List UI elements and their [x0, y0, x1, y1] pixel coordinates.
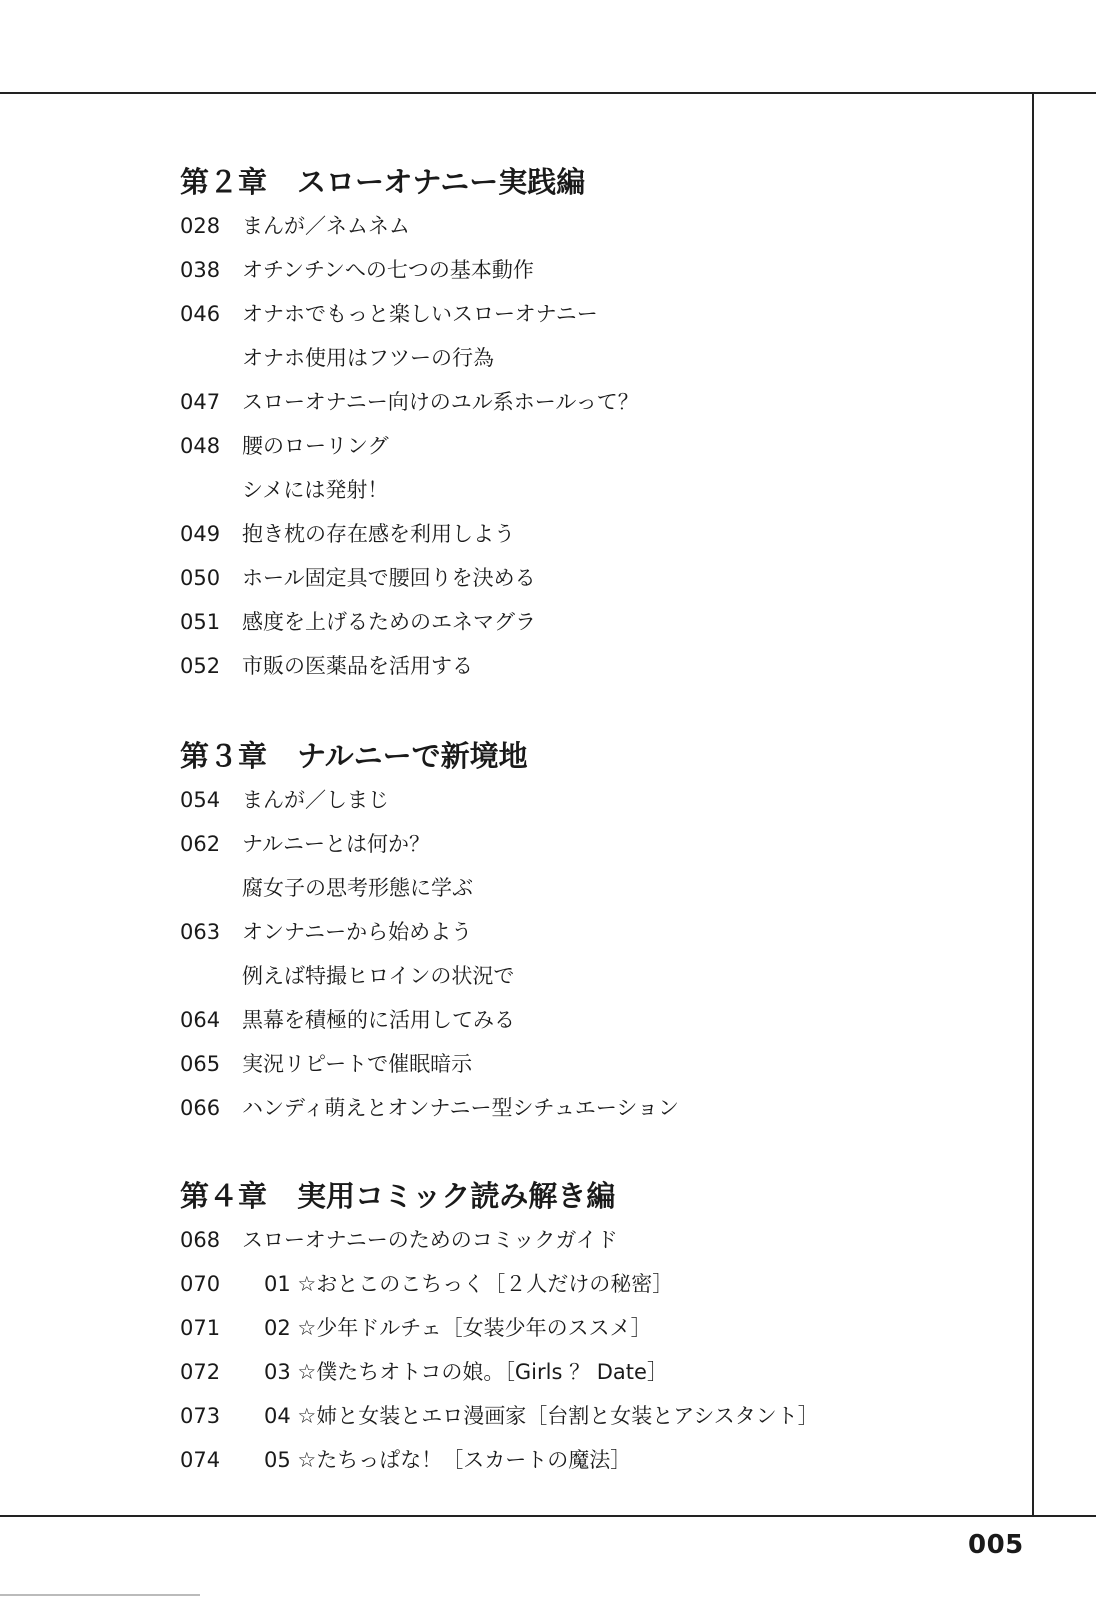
chapter-number: 第３章: [180, 739, 268, 773]
entry-title: 黒幕を積極的に活用してみる: [242, 1008, 515, 1032]
bottom-edge-rule: [0, 1594, 200, 1596]
toc-entry[interactable]: [180, 1262, 819, 1306]
toc-entry[interactable]: [180, 248, 639, 292]
entry-subtitle: 例えば特撮ヒロインの状況で: [242, 964, 515, 988]
toc-entry[interactable]: [180, 380, 639, 424]
top-rule: [0, 92, 1096, 94]
toc-entry[interactable]: [180, 1394, 819, 1438]
bottom-rule: [0, 1515, 1096, 1517]
entry-title: 市販の医薬品を活用する: [242, 654, 473, 678]
entry-page-number: 028: [180, 214, 221, 238]
entry-title: 02 ☆少年ドルチェ［女装少年のススメ］: [264, 1316, 652, 1340]
toc-entry[interactable]: [180, 910, 679, 954]
chapter-4-section: [180, 1174, 819, 1482]
entry-subtitle: 腐女子の思考形態に学ぶ: [242, 876, 473, 900]
entry-page-number: 065: [180, 1052, 221, 1076]
entry-title: 抱き枕の存在感を利用しよう: [242, 522, 515, 546]
entry-title: スローオナニー向けのユル系ホールって？: [242, 390, 639, 414]
toc-entry[interactable]: [180, 1306, 819, 1350]
toc-entry[interactable]: [180, 512, 639, 556]
toc-entry-subtitle: [180, 954, 679, 998]
entry-title: オチンチンへの七つの基本動作: [242, 258, 534, 282]
entry-title: 03 ☆僕たちオトコの娘。［Girls ？ Date］: [264, 1360, 668, 1384]
chapter-title: ナルニーで新境地: [297, 739, 528, 773]
entry-page-number: 048: [180, 434, 221, 458]
chapter-heading: [180, 1174, 819, 1218]
entry-page-number: 051: [180, 610, 221, 634]
entry-page-number: 066: [180, 1096, 221, 1120]
toc-entry[interactable]: [180, 600, 639, 644]
entry-title: オナホでもっと楽しいスローオナニー: [242, 302, 598, 326]
toc-entry[interactable]: [180, 1086, 679, 1130]
entry-title: ハンディ萌えとオンナニー型シチュエーション: [242, 1096, 680, 1120]
entry-page-number: 071: [180, 1316, 221, 1340]
entry-title: ホール固定具で腰回りを決める: [242, 566, 536, 590]
entry-title: ナルニーとは何か？: [242, 832, 430, 856]
entry-page-number: 047: [180, 390, 221, 414]
entry-page-number: 070: [180, 1272, 221, 1296]
entry-title: スローオナニーのためのコミックガイド: [242, 1228, 618, 1252]
entry-title: 感度を上げるためのエネマグラ: [242, 610, 536, 634]
chapter-number: 第４章: [180, 1179, 268, 1213]
entry-page-number: 049: [180, 522, 221, 546]
toc-entry-subtitle: [180, 468, 639, 512]
toc-entry[interactable]: [180, 822, 679, 866]
toc-entry[interactable]: [180, 1350, 819, 1394]
entry-page-number: 068: [180, 1228, 221, 1252]
entry-page-number: 052: [180, 654, 221, 678]
chapter-heading: [180, 160, 639, 204]
toc-entry[interactable]: [180, 998, 679, 1042]
entry-subtitle: オナホ使用はフツーの行為: [242, 346, 494, 370]
entry-title: オンナニーから始めよう: [242, 920, 473, 944]
entry-title: 実況リピートで催眠暗示: [242, 1052, 473, 1076]
entry-page-number: 038: [180, 258, 221, 282]
toc-entry[interactable]: [180, 644, 639, 688]
right-margin-rule: [1032, 92, 1034, 1517]
toc-entry-subtitle: [180, 866, 679, 910]
entry-subtitle: シメには発射！: [242, 478, 389, 502]
entry-title: まんが／ネムネム: [242, 214, 410, 238]
entry-title: まんが／しまじ: [242, 788, 389, 812]
entry-title: 05 ☆たちっぱな！［スカートの魔法］: [264, 1448, 632, 1472]
entry-page-number: 062: [180, 832, 221, 856]
toc-entry[interactable]: [180, 1042, 679, 1086]
entry-title: 04 ☆姉と女装とエロ漫画家［台割と女装とアシスタント］: [264, 1404, 819, 1428]
toc-entry[interactable]: [180, 778, 679, 822]
entry-page-number: 054: [180, 788, 221, 812]
chapter-3-section: [180, 734, 679, 1130]
entry-page-number: 073: [180, 1404, 221, 1428]
entry-page-number: 046: [180, 302, 221, 326]
entry-title: 01 ☆おとこのこちっく［２人だけの秘密］: [264, 1272, 674, 1296]
entry-page-number: 064: [180, 1008, 221, 1032]
chapter-title: 実用コミック読み解き編: [297, 1179, 616, 1213]
entry-page-number: 072: [180, 1360, 221, 1384]
toc-entry[interactable]: [180, 556, 639, 600]
toc-entry[interactable]: [180, 424, 639, 468]
entry-page-number: 074: [180, 1448, 221, 1472]
entry-title: 腰のローリング: [242, 434, 389, 458]
toc-entry[interactable]: [180, 204, 639, 248]
entry-page-number: 050: [180, 566, 221, 590]
chapter-number: 第２章: [180, 165, 268, 199]
toc-entry[interactable]: [180, 292, 639, 336]
toc-entry[interactable]: [180, 1218, 819, 1262]
chapter-heading: [180, 734, 679, 778]
toc-entry-subtitle: [180, 336, 639, 380]
page-number: 005: [968, 1530, 1024, 1560]
chapter-title: スローオナニー実践編: [297, 165, 586, 199]
entry-page-number: 063: [180, 920, 221, 944]
chapter-2-section: [180, 160, 639, 688]
toc-entry[interactable]: [180, 1438, 819, 1482]
